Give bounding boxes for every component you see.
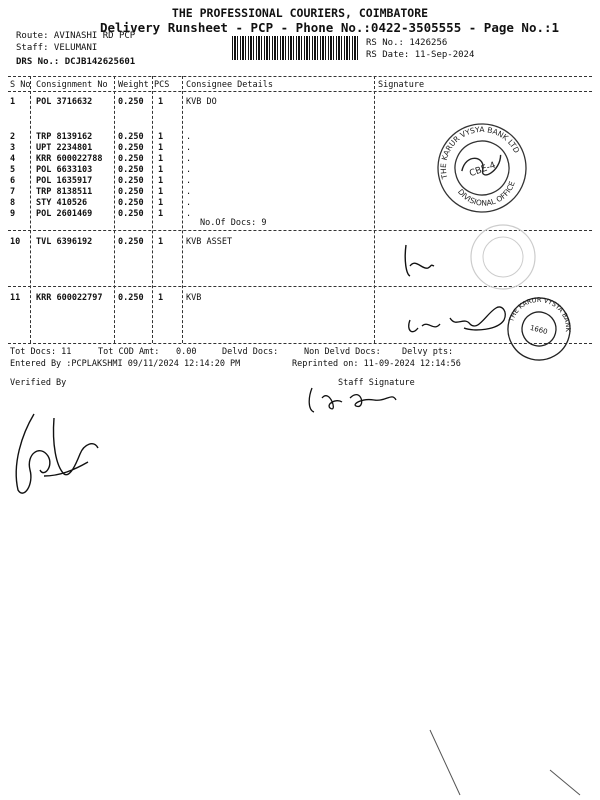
receiver-signature bbox=[398, 240, 438, 280]
row-consignment: POL 1635917 bbox=[36, 176, 93, 186]
staff-label: Staff: VELUMANI bbox=[16, 43, 98, 53]
row-details: . bbox=[186, 198, 192, 208]
row-pcs: 1 bbox=[158, 165, 164, 175]
row-sno: 8 bbox=[10, 198, 16, 208]
row-weight: 0.250 bbox=[118, 97, 144, 107]
entered-by: Entered By :PCPLAKSHMI 09/11/2024 12:14:20 PM bbox=[10, 359, 241, 369]
stamp-text: 1660 bbox=[529, 323, 549, 337]
svg-text:DIVISIONAL OFFICE bbox=[455, 169, 522, 216]
row-sno: 6 bbox=[10, 176, 16, 186]
row-weight: 0.250 bbox=[118, 165, 144, 175]
row-consignment: POL 2601469 bbox=[36, 209, 93, 219]
row-consignment: TRP 8138511 bbox=[36, 187, 93, 197]
runsheet-title: Delivery Runsheet - PCP - Phone No.:0422-3505555 - Page No.:1 bbox=[100, 20, 560, 35]
row-details: KVB DO bbox=[186, 97, 217, 107]
row-weight: 0.250 bbox=[118, 293, 144, 303]
row-consignment: POL 6633103 bbox=[36, 165, 93, 175]
delivery-points: Delvy pts: bbox=[402, 347, 454, 357]
row-sno: 11 bbox=[10, 293, 21, 303]
stamp-text: THE KARUR VYSYA BANK bbox=[507, 295, 573, 333]
staff-signature bbox=[300, 384, 420, 418]
row-consignment: TRP 8139162 bbox=[36, 132, 93, 142]
route-label: Route: AVINASHI RD PCP bbox=[16, 31, 136, 41]
col-divider bbox=[374, 76, 375, 343]
company-title: THE PROFESSIONAL COURIERS, COIMBATORE bbox=[171, 6, 429, 20]
row-pcs: 1 bbox=[158, 209, 164, 219]
barcode bbox=[232, 36, 360, 60]
col-divider bbox=[152, 76, 153, 343]
row-details: . bbox=[186, 132, 192, 142]
faint-stamp bbox=[468, 222, 538, 292]
row-consignment: UPT 2234801 bbox=[36, 143, 93, 153]
row-details: . bbox=[186, 209, 192, 219]
row-weight: 0.250 bbox=[118, 198, 144, 208]
row-pcs: 1 bbox=[158, 198, 164, 208]
table-header-rule bbox=[8, 91, 592, 92]
row-sno: 4 bbox=[10, 154, 16, 164]
header-pcs: PCS bbox=[154, 80, 170, 90]
row-sno: 2 bbox=[10, 132, 16, 142]
rs-date: RS Date: 11-Sep-2024 bbox=[366, 50, 475, 60]
header-sno: S No bbox=[10, 80, 31, 90]
total-docs: Tot Docs: 11 bbox=[10, 347, 72, 357]
row-weight: 0.250 bbox=[118, 154, 144, 164]
drs-number: DRS No.: DCJB142625601 bbox=[16, 57, 136, 67]
row-pcs: 1 bbox=[158, 293, 164, 303]
col-divider bbox=[114, 76, 115, 343]
row-sno: 7 bbox=[10, 187, 16, 197]
row-details: . bbox=[186, 187, 192, 197]
scan-mark bbox=[420, 700, 590, 800]
row-details: KVB bbox=[186, 293, 202, 303]
row-pcs: 1 bbox=[158, 187, 164, 197]
non-delivered-docs: Non Delvd Docs: bbox=[304, 347, 381, 357]
row-weight: 0.250 bbox=[118, 143, 144, 153]
row-sno: 10 bbox=[10, 237, 21, 247]
row-details: KVB ASSET bbox=[186, 237, 233, 247]
row-details: . bbox=[186, 165, 192, 175]
row-pcs: 1 bbox=[158, 132, 164, 142]
col-divider bbox=[182, 76, 183, 343]
receiver-signature-2 bbox=[404, 298, 514, 344]
row-sno: 5 bbox=[10, 165, 16, 175]
row-consignment: POL 3716632 bbox=[36, 97, 93, 107]
row-consignment: KRR 600022797 bbox=[36, 293, 103, 303]
col-divider bbox=[30, 76, 31, 343]
row-weight: 0.250 bbox=[118, 209, 144, 219]
stamp-text: DIVISIONAL OFFICE bbox=[455, 179, 517, 208]
row-weight: 0.250 bbox=[118, 176, 144, 186]
row-details: . bbox=[186, 154, 192, 164]
row-consignment: STY 410526 bbox=[36, 198, 88, 208]
rs-number: RS No.: 1426256 bbox=[366, 38, 448, 48]
row-pcs: 1 bbox=[158, 97, 164, 107]
row-consignment: TVL 6396192 bbox=[36, 237, 93, 247]
row-weight: 0.250 bbox=[118, 237, 144, 247]
row-pcs: 1 bbox=[158, 143, 164, 153]
row-sno: 3 bbox=[10, 143, 16, 153]
row-consignment: KRR 600022788 bbox=[36, 154, 103, 164]
staff-signature-label: Staff Signature bbox=[338, 378, 415, 388]
kvb-branch-stamp bbox=[504, 294, 574, 364]
row-sno: 1 bbox=[10, 97, 16, 107]
header-signature: Signature bbox=[378, 80, 425, 90]
total-cod-amount: 0.00 bbox=[176, 347, 197, 357]
verified-by-label: Verified By bbox=[10, 378, 67, 388]
row-sno: 9 bbox=[10, 209, 16, 219]
reprinted-on: Reprinted on: 11-09-2024 12:14:56 bbox=[292, 359, 461, 369]
row-pcs: 1 bbox=[158, 176, 164, 186]
row-details: . bbox=[186, 176, 192, 186]
stamp-text: THE KARUR VYSYA BANK LTD bbox=[438, 124, 522, 180]
total-cod-label: Tot COD Amt: bbox=[98, 347, 160, 357]
kvb-divisional-office-stamp bbox=[432, 118, 532, 218]
header-consignee: Consignee Details bbox=[186, 80, 273, 90]
no-of-docs: No.Of Docs: 9 bbox=[200, 218, 267, 228]
table-top-rule bbox=[8, 76, 592, 77]
header-consignment: Consignment No bbox=[36, 80, 108, 90]
row-weight: 0.250 bbox=[118, 132, 144, 142]
row-pcs: 1 bbox=[158, 237, 164, 247]
header-weight: Weight bbox=[118, 80, 149, 90]
row-weight: 0.250 bbox=[118, 187, 144, 197]
row-pcs: 1 bbox=[158, 154, 164, 164]
stamp-text: CBE-4 bbox=[468, 160, 498, 180]
verifier-signature bbox=[4, 404, 104, 504]
delivered-docs: Delvd Docs: bbox=[222, 347, 279, 357]
row-details: . bbox=[186, 143, 192, 153]
